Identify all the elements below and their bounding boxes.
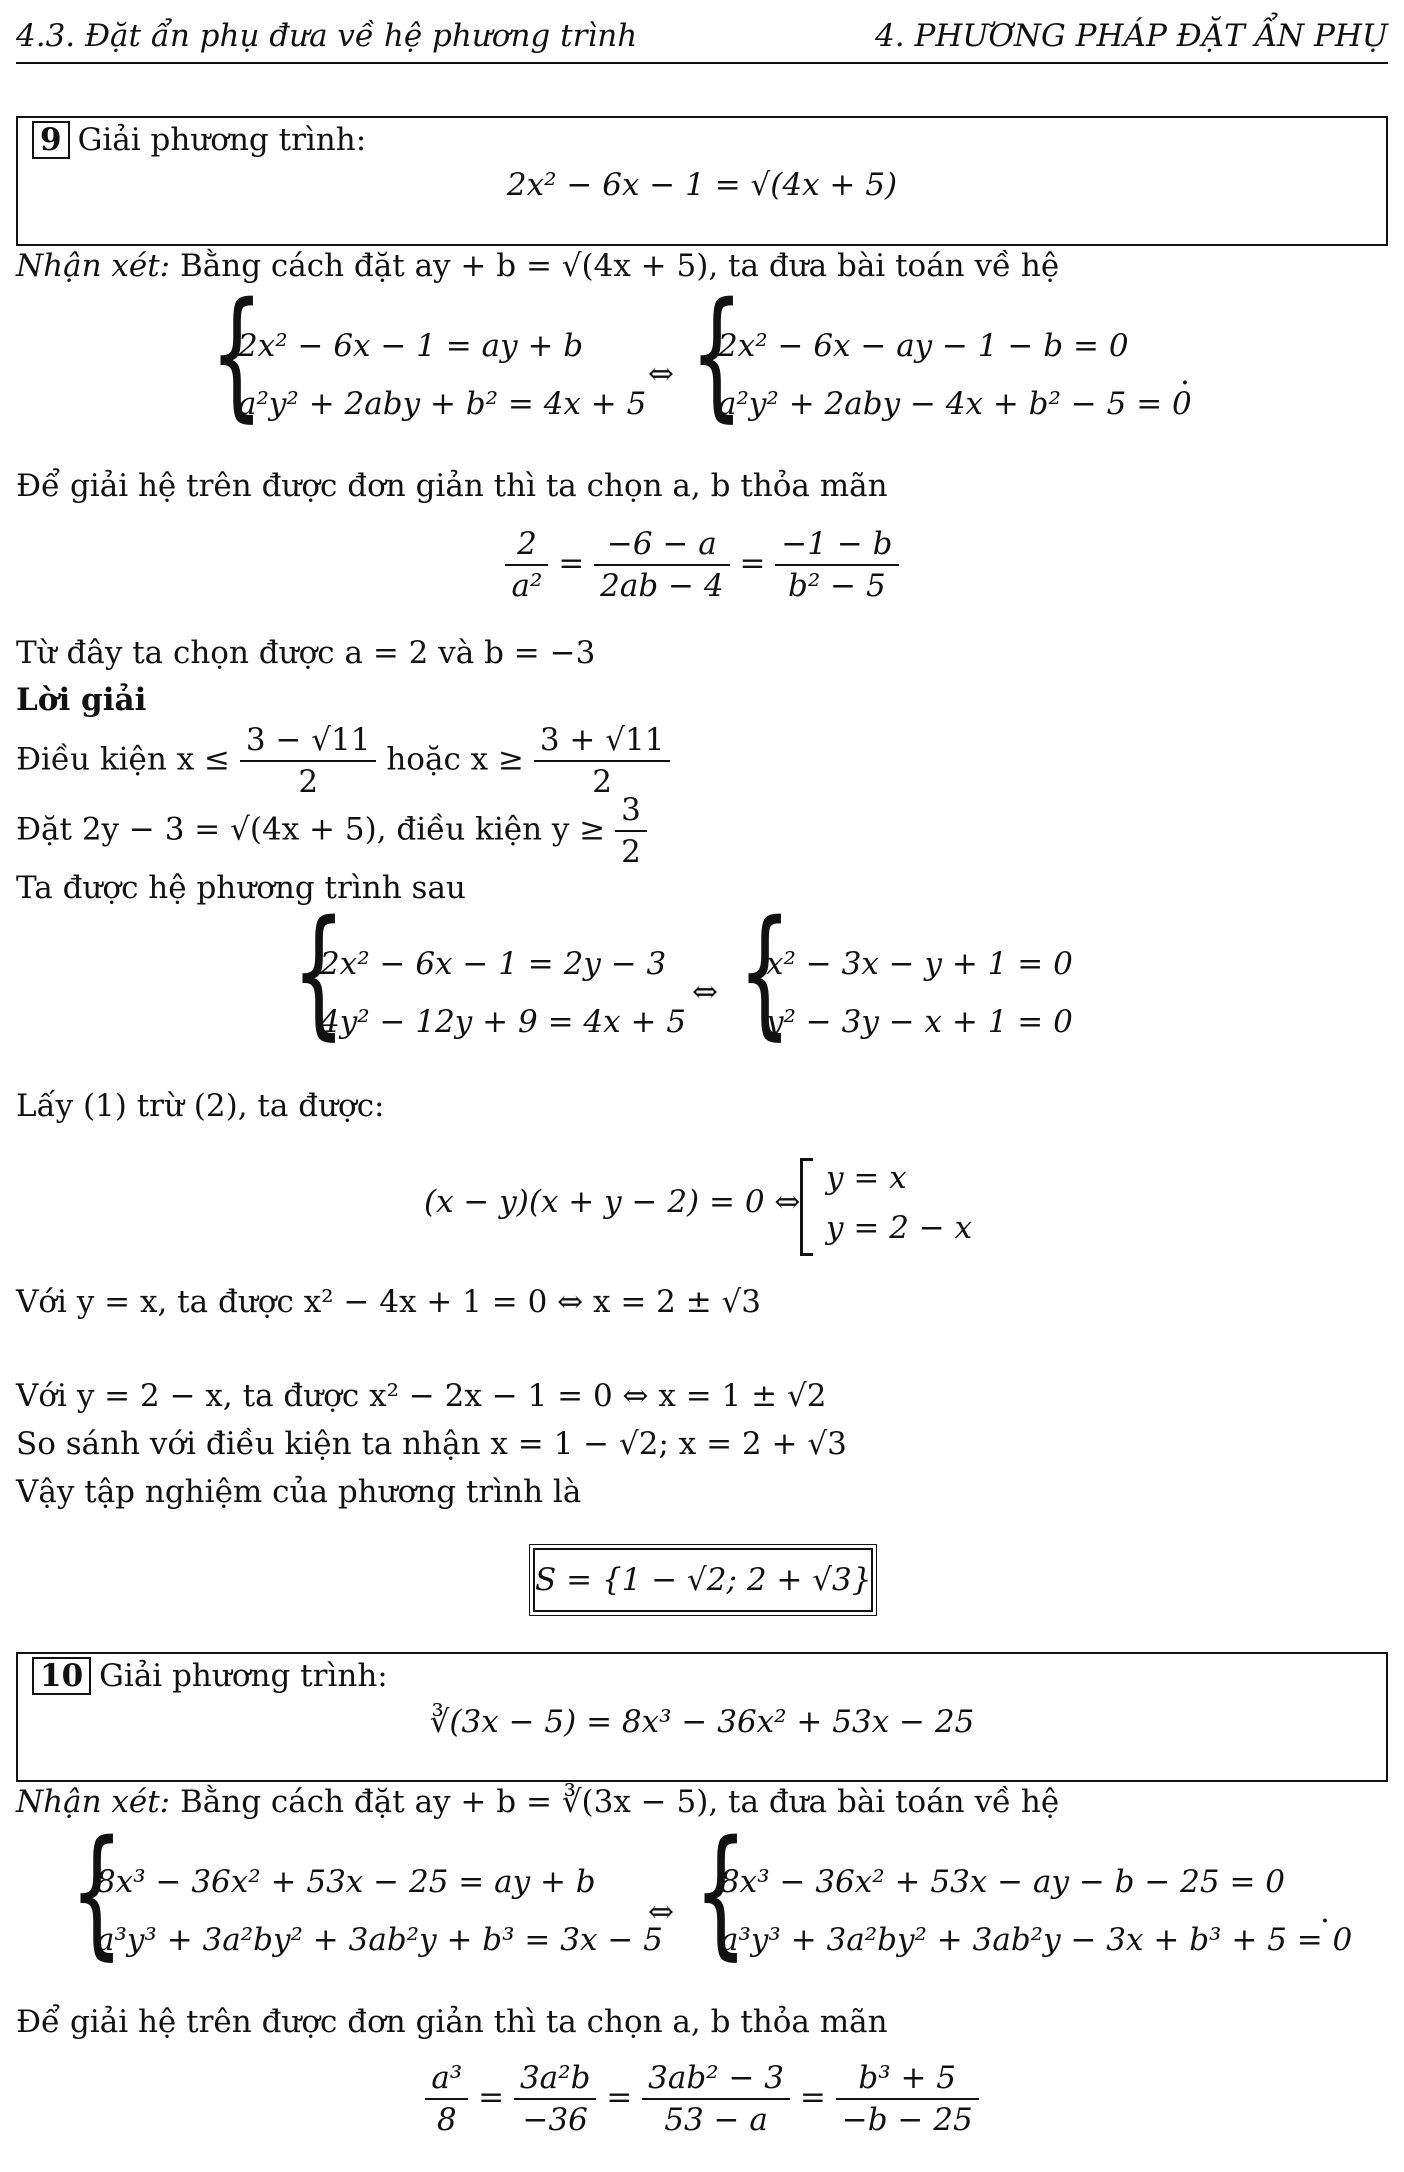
equivalence-symbol-3: ⇔ <box>648 1894 674 1930</box>
substitution-prefix: Đặt 2y − 3 = √(4x + 5), điều kiện y ≥ <box>16 811 606 848</box>
numerator: 3 − √11 <box>240 720 377 762</box>
choose-ab-sentence-2: Để giải hệ trên được đơn giản thì ta chọn a, b thỏa mãn <box>16 2004 888 2040</box>
system-2-right-eq2: y² − 3y − x + 1 = 0 <box>766 1004 1073 1040</box>
chosen-values: Từ đây ta chọn được a = 2 và b = −3 <box>16 635 596 671</box>
numerator: 3ab² − 3 <box>642 2058 790 2100</box>
factored-equation: (x − y)(x + y − 2) = 0 ⇔ <box>424 1184 801 1220</box>
system-2-right-brace: { <box>738 891 792 1054</box>
denominator: −b − 25 <box>841 2102 973 2138</box>
equivalence-symbol-2: ⇔ <box>692 974 718 1010</box>
running-header-chapter: 4. PHƯƠNG PHÁP ĐẶT ẨN PHỤ <box>875 18 1388 54</box>
numerator: −1 − b <box>775 524 898 566</box>
remark-text: Bằng cách đặt ay + b = √(4x + 5), ta đưa bài toán về hệ <box>179 248 1060 284</box>
remark-label: Nhận xét: <box>16 248 171 284</box>
problem-10-equation: ∛(3x − 5) = 8x³ − 36x² + 53x − 25 <box>429 1704 975 1740</box>
equivalence-symbol-1: ⇔ <box>648 356 674 392</box>
denominator: a² <box>511 568 543 604</box>
system-2-left-eq2: 4y² − 12y + 9 = 4x + 5 <box>320 1004 687 1040</box>
system-3-period: . <box>1320 1894 1330 1930</box>
equals-sign: = <box>606 2079 633 2116</box>
running-header-section: 4.3. Đặt ẩn phụ đưa về hệ phương trình <box>16 18 638 54</box>
denominator: 8 <box>436 2102 457 2138</box>
substitution-fraction <box>615 790 647 872</box>
numerator: 2 <box>505 524 548 566</box>
cases-bracket <box>800 1158 813 1256</box>
system-3-right-eq1: 8x³ − 36x² + 53x − ay − b − 25 = 0 <box>720 1864 1286 1900</box>
ratio-1-fraction-a <box>505 524 548 606</box>
problem-9-number: 9 <box>32 121 70 159</box>
system-3-left-eq2: a³y³ + 3a²by² + 3ab²y + b³ = 3x − 5 <box>96 1922 663 1958</box>
equals-sign: = <box>739 545 766 582</box>
ratio-2-fraction-d <box>836 2058 979 2140</box>
numerator: a³ <box>425 2058 468 2100</box>
problem-9-prompt: Giải phương trình: <box>77 122 367 158</box>
case-y-equals-2-minus-x: y = 2 − x <box>826 1210 973 1246</box>
denominator: −36 <box>522 2102 588 2138</box>
ratio-1-fraction-c <box>775 524 898 606</box>
problem-10-heading <box>32 1656 388 1696</box>
denominator: 2 <box>592 764 613 800</box>
condition-prefix: Điều kiện x ≤ <box>16 741 231 778</box>
remark-label: Nhận xét: <box>16 1784 171 1820</box>
denominator: b² − 5 <box>788 568 886 604</box>
problem-10-remark <box>16 1782 1059 1822</box>
system-1-left-brace: { <box>210 273 264 436</box>
system-2-left-brace: { <box>292 891 346 1054</box>
problem-9-heading <box>32 120 366 160</box>
ratio-1-fraction-b <box>594 524 729 606</box>
choose-ab-sentence: Để giải hệ trên được đơn giản thì ta chọn a, b thỏa mãn <box>16 468 888 504</box>
system-3-left-eq1: 8x³ − 36x² + 53x − 25 = ay + b <box>96 1864 596 1900</box>
denominator: 2ab − 4 <box>600 568 724 604</box>
case-2-result: Với y = 2 − x, ta được x² − 2x − 1 = 0 ⇔ x = 1 ± √2 <box>16 1378 827 1414</box>
remark-text: Bằng cách đặt ay + b = ∛(3x − 5), ta đưa bài toán về hệ <box>179 1784 1060 1820</box>
problem-10-prompt: Giải phương trình: <box>99 1658 388 1694</box>
answer-box: S = {1 − √2; 2 + √3} <box>533 1548 873 1612</box>
header-rule <box>16 62 1388 64</box>
condition-or: hoặc x ≥ <box>386 741 524 778</box>
problem-9-remark <box>16 246 1059 286</box>
system-1-left-eq2: a²y² + 2aby + b² = 4x + 5 <box>238 386 647 422</box>
system-1-right-eq2: a²y² + 2aby − 4x + b² − 5 = 0 <box>718 386 1192 422</box>
ratio-equation-2 <box>0 2058 1404 2140</box>
system-1-right-eq1: 2x² − 6x − ay − 1 − b = 0 <box>718 328 1129 364</box>
denominator: 53 − a <box>664 2102 768 2138</box>
case-y-equals-x: y = x <box>826 1160 907 1196</box>
case-1-result: Với y = x, ta được x² − 4x + 1 = 0 ⇔ x = 2 ± √3 <box>16 1284 762 1320</box>
denominator: 2 <box>298 764 319 800</box>
ratio-2-fraction-b <box>514 2058 596 2140</box>
numerator: 3a²b <box>514 2058 596 2100</box>
system-1-left-eq1: 2x² − 6x − 1 = ay + b <box>238 328 584 364</box>
equals-sign: = <box>799 2079 826 2116</box>
system-intro: Ta được hệ phương trình sau <box>16 870 466 906</box>
ratio-equation-1 <box>0 524 1404 606</box>
compare-condition: So sánh với điều kiện ta nhận x = 1 − √2; x = 2 + √3 <box>16 1426 847 1462</box>
system-3-right-brace: { <box>694 1811 748 1974</box>
numerator: b³ + 5 <box>836 2058 979 2100</box>
system-3-left-brace: { <box>70 1811 124 1974</box>
numerator: 3 + √11 <box>534 720 671 762</box>
denominator: 2 <box>621 834 641 870</box>
ratio-2-fraction-a <box>425 2058 468 2140</box>
subtract-sentence: Lấy (1) trừ (2), ta được: <box>16 1088 385 1124</box>
solution-title-text: Lời giải <box>16 682 147 718</box>
substitution-line <box>16 790 647 872</box>
system-3-right-eq2: a³y³ + 3a²by² + 3ab²y − 3x + b³ + 5 = 0 <box>720 1922 1353 1958</box>
system-2-left-eq1: 2x² − 6x − 1 = 2y − 3 <box>320 946 667 982</box>
conclusion-sentence: Vậy tập nghiệm của phương trình là <box>16 1474 582 1510</box>
numerator: −6 − a <box>594 524 729 566</box>
ratio-2-fraction-c <box>642 2058 790 2140</box>
system-1-right-brace: { <box>690 273 744 436</box>
equals-sign: = <box>558 545 585 582</box>
problem-9-equation: 2x² − 6x − 1 = √(4x + 5) <box>506 167 898 203</box>
numerator: 3 <box>615 790 647 832</box>
solution-title <box>16 680 146 720</box>
system-2-right-eq1: x² − 3x − y + 1 = 0 <box>766 946 1073 982</box>
system-1-period: . <box>1180 356 1190 392</box>
equals-sign: = <box>478 2079 505 2116</box>
problem-10-number: 10 <box>32 1657 91 1695</box>
